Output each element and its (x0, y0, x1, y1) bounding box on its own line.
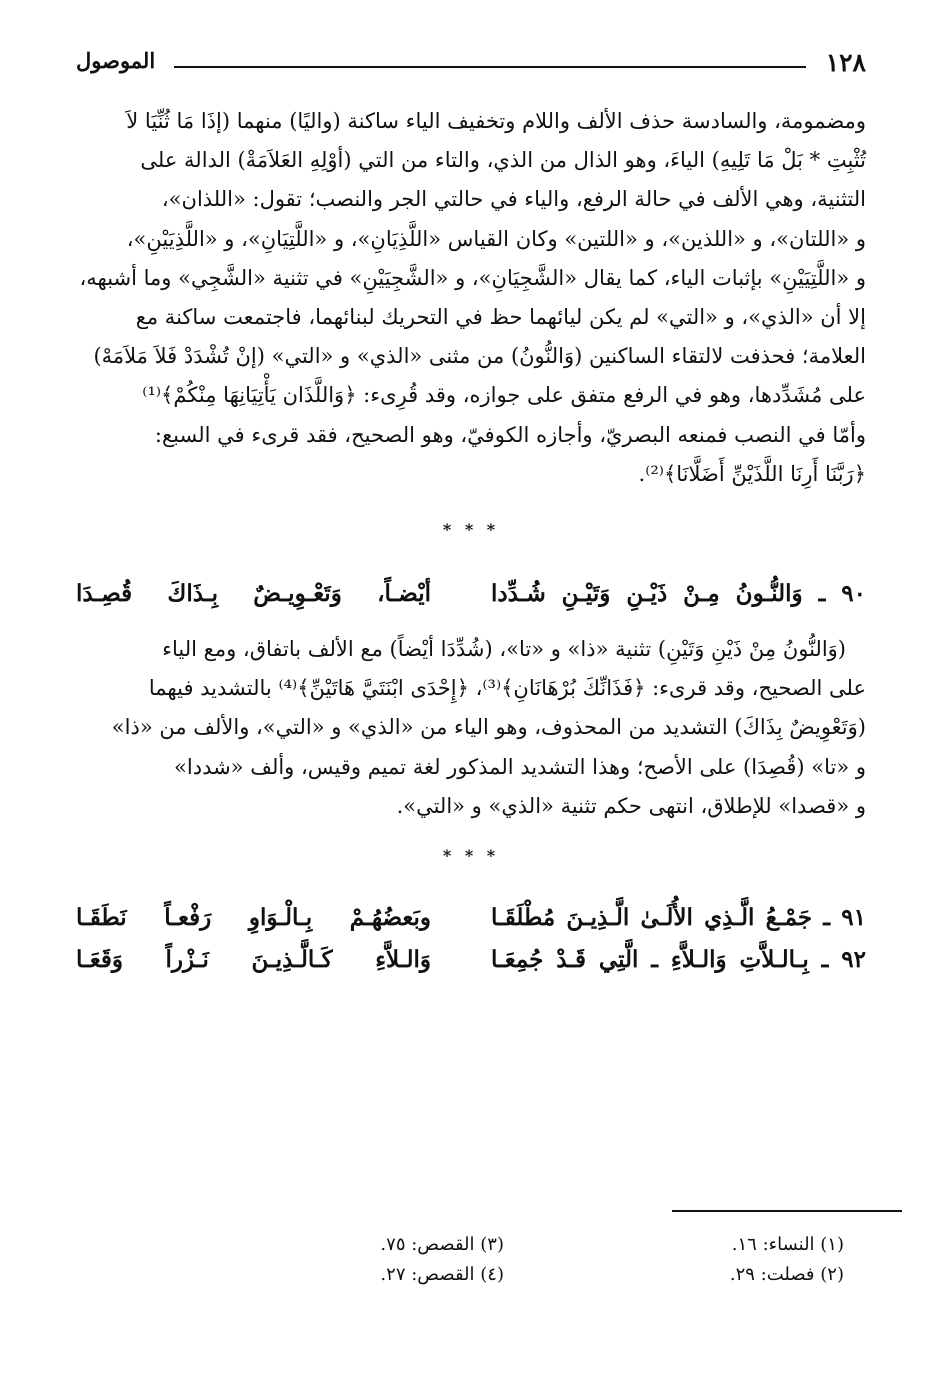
page-header (76, 38, 866, 84)
text-line: إلا أن «الذي»، و «التي» لم يكن ليائهما حظ في التحريك لبنائهما، فاجتمعت ساكنة مع (135, 305, 866, 330)
commentary-block-1 (76, 102, 866, 494)
footnote-2: (٢) فصلت: ٢٩. (729, 1264, 844, 1285)
verse-first-hemistich: ٩٠ ـ وَالنُّـونُ مِـنْ ذَيْـنِ وَتَيْـنِ شُـدِّدا (491, 580, 866, 608)
section-separator: * * * (442, 520, 500, 540)
footnote-4: (٤) القصص: ٢٧. (380, 1264, 504, 1285)
page (76, 38, 866, 986)
text-line: (وَالنُّونُ مِنْ ذَيْنِ وَتَيْنِ) تثنية «ذا» و «تا»، (شُدِّدَا أيْضاً) مع الألف باتفاق، ومع الياء (162, 637, 846, 662)
verse-second-hemistich: أيْضـاً، وَتَعْـوِيـضٌ بِـذَاكَ قُصِـدَا (76, 580, 431, 608)
text-line: (وَتَعْوِيضٌ بِذَاكَ) التشديد من المحذوف، وهو الياء من «الذي» و «التي»، والألف من «ذا» (111, 715, 866, 740)
commentary-block-2 (76, 630, 866, 826)
text-line: ومضمومة، والسادسة حذف الألف واللام وتخفيف الياء ساكنة (واليًا) منهما (إذَا مَا ثُنِّيَا لاَ (126, 109, 866, 133)
section-separator: * * * (442, 846, 500, 866)
text-line: و «قصدا» للإطلاق، انتهى حكم تثنية «الذي» و «التي». (396, 793, 866, 818)
text-line: و «اللتان»، و «اللذين»، و «اللتين» وكان القياس «اللَّذِيَانِ»، و «اللَّتِيَانِ»، و «اللَّذِيَيْنِ»، (126, 226, 866, 251)
verse-second-hemistich: وبَعضُهُـمْ بِـالْـوَاوِ رَفْعـاً نَطَقَـا (76, 904, 431, 932)
text-line: على مُشَدِّدها، وهو في الرفع متفق على جوازه، وقد قُرِىء: ﴿وَاللَّذَان يَأْتِيَانِهَا مِنْكُمْ﴾⁽¹⁾ (142, 383, 866, 408)
footnote-1: (١) النساء: ١٦. (731, 1234, 844, 1255)
verse-90 (76, 580, 866, 620)
footnote-3: (٣) القصص: ٧٥. (380, 1234, 504, 1255)
verse-92 (76, 946, 866, 986)
text-line: تُثْبِتِ * بَلْ مَا تَلِيهِ) الياءَ، وهو الذال من الذي، والتاء من التي (أوْلِهِ العَلاَمَةْ) الدالة على (140, 148, 866, 173)
text-line: العلامة؛ فحذفت لالتقاء الساكنين (وَالنُّونُ) من مثنى «الذي» و «التي» (إنْ تُشْدَدْ فَلاَ مَلاَمَهْ) (93, 344, 866, 369)
text-line: على الصحيح، وقد قرىء: ﴿فَذَانِّكَ بُرْهَانَانِ﴾⁽³⁾، ﴿إِحْدَى ابْنَتَيَّ هَاتَيْنِّ﴾⁽⁴⁾ بالتشديد فيهما (148, 676, 866, 701)
footnote-rule (672, 1210, 902, 1212)
page-number: ١٢٨ (825, 48, 866, 77)
text-line: و «اللَّتِيَيْنِ» بإثبات الياء، كما يقال «الشَّجِيَانِ»، و «الشَّجِيَيْنِ» في تثنية «الشَّجِي» وما أشبهه، (79, 265, 866, 290)
verse-91 (76, 904, 866, 944)
text-line: و «تا» (قُصِدَا) على الأصح؛ وهذا التشديد المذكور لغة تميم وقيس، وألف «شددا» (174, 754, 866, 779)
verse-first-hemistich: ٩٢ ـ بِـالـلاَّتِ وَالـلاَّءِ ـ الَّتِي قَـدْ جُمِعَـا (491, 946, 866, 974)
text-line: التثنية، وهي الألف في حالة الرفع، والياء في حالتي الجر والنصب؛ تقول: «اللذان»، (161, 187, 866, 212)
text-line: وأمّا في النصب فمنعه البصريّ، وأجازه الكوفيّ، وهو الصحيح، فقد قرىء في السبع: (154, 422, 866, 447)
text-line: ﴿رَبَّنَا أَرِنَا اللَّذَيْنِّ أَضَلَّانَا﴾⁽²⁾. (638, 461, 866, 486)
header-rule (174, 66, 806, 68)
verse-second-hemistich: وَالـلاَّءِ كَـالَّـذِيـنَ نَـزْراً وَقَعَـا (76, 946, 431, 974)
running-title: الموصول (76, 48, 156, 73)
verse-first-hemistich: ٩١ ـ جَمْـعُ الَّـذِي الأُلَـىٰ الَّـذِيـنَ مُطْلَقَـا (491, 904, 866, 932)
